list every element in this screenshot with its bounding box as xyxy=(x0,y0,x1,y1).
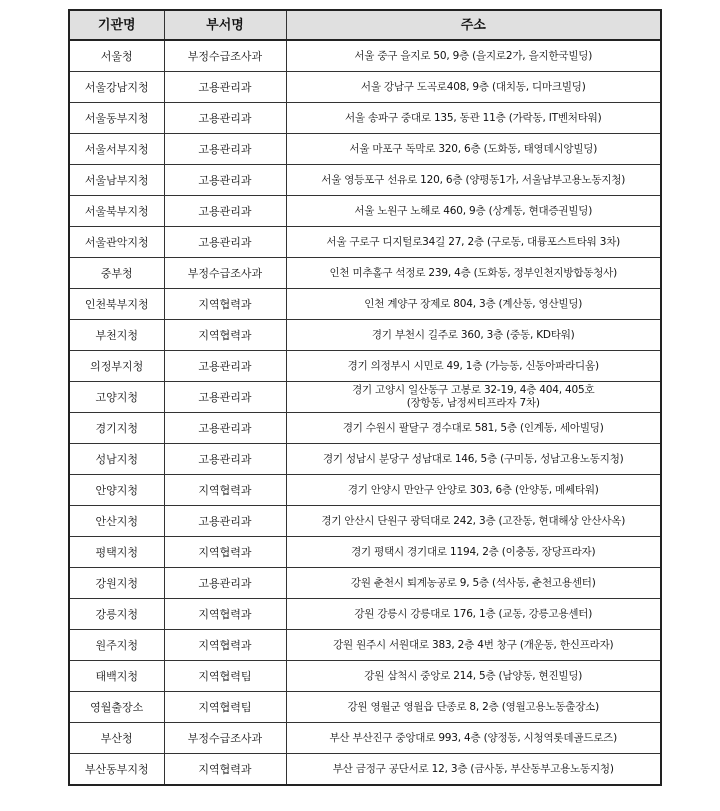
agency-name-cell: 고양지청 xyxy=(69,382,164,413)
header-agency-name: 기관명 xyxy=(69,10,164,40)
agency-name-cell: 태백지청 xyxy=(69,661,164,692)
table-row xyxy=(69,475,661,506)
table-row xyxy=(69,754,661,786)
agency-name-cell: 부천지청 xyxy=(69,320,164,351)
agency-name-cell: 경기지청 xyxy=(69,413,164,444)
department-cell: 고용관리과 xyxy=(164,103,286,134)
department-cell: 지역협력팀 xyxy=(164,692,286,723)
agency-name-cell: 강릉지청 xyxy=(69,599,164,630)
table-row xyxy=(69,103,661,134)
table-row xyxy=(69,537,661,568)
address-cell: 부산 부산진구 중앙대로 993, 4층 (양정동, 시청역롯데골드로즈) xyxy=(286,723,661,754)
table-row xyxy=(69,413,661,444)
table-row xyxy=(69,599,661,630)
agency-name-cell: 부산청 xyxy=(69,723,164,754)
department-cell: 지역협력과 xyxy=(164,599,286,630)
address-cell: 서울 노원구 노해로 460, 9층 (상계동, 현대증권빌딩) xyxy=(286,196,661,227)
table-row xyxy=(69,568,661,599)
table-row xyxy=(69,258,661,289)
agency-name-cell: 영월출장소 xyxy=(69,692,164,723)
department-cell: 부정수급조사과 xyxy=(164,258,286,289)
department-cell: 지역협력과 xyxy=(164,537,286,568)
table-row xyxy=(69,320,661,351)
table-row xyxy=(69,692,661,723)
table-row xyxy=(69,444,661,475)
address-cell: 부산 금정구 공단서로 12, 3층 (금사동, 부산동부고용노동지청) xyxy=(286,754,661,786)
address-cell: 경기 성남시 분당구 성남대로 146, 5층 (구미동, 성남고용노동지청) xyxy=(286,444,661,475)
agency-name-cell: 안산지청 xyxy=(69,506,164,537)
office-address-table xyxy=(68,9,662,786)
department-cell: 고용관리과 xyxy=(164,506,286,537)
agency-name-cell: 중부청 xyxy=(69,258,164,289)
header-department-name: 부서명 xyxy=(164,10,286,40)
address-cell: 서울 중구 을지로 50, 9층 (을지로2가, 을지한국빌딩) xyxy=(286,40,661,72)
table-row xyxy=(69,165,661,196)
table-body xyxy=(69,40,661,785)
department-cell: 지역협력과 xyxy=(164,320,286,351)
table-row xyxy=(69,72,661,103)
department-cell: 고용관리과 xyxy=(164,444,286,475)
agency-name-cell: 성남지청 xyxy=(69,444,164,475)
address-cell: 경기 부천시 길주로 360, 3층 (중동, KD타워) xyxy=(286,320,661,351)
agency-name-cell: 강원지청 xyxy=(69,568,164,599)
table-row xyxy=(69,227,661,258)
address-cell: 강원 삼척시 중앙로 214, 5층 (남양동, 현진빌딩) xyxy=(286,661,661,692)
header-address: 주소 xyxy=(286,10,661,40)
address-cell: 경기 수원시 팔달구 경수대로 581, 5층 (인계동, 세아빌딩) xyxy=(286,413,661,444)
agency-name-cell: 서울동부지청 xyxy=(69,103,164,134)
agency-name-cell: 원주지청 xyxy=(69,630,164,661)
department-cell: 고용관리과 xyxy=(164,134,286,165)
address-cell: 인천 계양구 장제로 804, 3층 (계산동, 영산빌딩) xyxy=(286,289,661,320)
address-cell: 강원 춘천시 퇴계농공로 9, 5층 (석사동, 춘천고용센터) xyxy=(286,568,661,599)
address-cell: 경기 안양시 만안구 안양로 303, 6층 (안양동, 메쎄타워) xyxy=(286,475,661,506)
address-cell: 경기 안산시 단원구 광덕대로 242, 3층 (고잔동, 현대해상 안산사옥) xyxy=(286,506,661,537)
department-cell: 부정수급조사과 xyxy=(164,723,286,754)
department-cell: 지역협력과 xyxy=(164,475,286,506)
agency-name-cell: 서울북부지청 xyxy=(69,196,164,227)
table-row xyxy=(69,289,661,320)
address-cell: 강원 원주시 서원대로 383, 2층 4번 창구 (개운동, 한신프라자) xyxy=(286,630,661,661)
address-cell: 서울 구로구 디지털로34길 27, 2층 (구로동, 대륭포스트타워 3차) xyxy=(286,227,661,258)
agency-name-cell: 서울서부지청 xyxy=(69,134,164,165)
agency-name-cell: 서울청 xyxy=(69,40,164,72)
table-row xyxy=(69,506,661,537)
agency-name-cell: 서울관악지청 xyxy=(69,227,164,258)
department-cell: 지역협력과 xyxy=(164,754,286,786)
agency-name-cell: 부산동부지청 xyxy=(69,754,164,786)
department-cell: 고용관리과 xyxy=(164,227,286,258)
address-cell: 경기 고양시 일산동구 고봉로 32-19, 4층 404, 405호 (장항동, 남정씨티프라자 7차) xyxy=(286,382,661,413)
department-cell: 고용관리과 xyxy=(164,382,286,413)
department-cell: 고용관리과 xyxy=(164,351,286,382)
department-cell: 고용관리과 xyxy=(164,196,286,227)
table-row xyxy=(69,661,661,692)
address-cell: 강원 영월군 영월읍 단종로 8, 2층 (영월고용노동출장소) xyxy=(286,692,661,723)
department-cell: 지역협력과 xyxy=(164,289,286,320)
address-cell: 서울 송파구 중대로 135, 동관 11층 (가락동, IT벤처타워) xyxy=(286,103,661,134)
department-cell: 고용관리과 xyxy=(164,413,286,444)
agency-name-cell: 의정부지청 xyxy=(69,351,164,382)
department-cell: 지역협력팀 xyxy=(164,661,286,692)
table-row xyxy=(69,351,661,382)
department-cell: 지역협력과 xyxy=(164,630,286,661)
agency-name-cell: 평택지청 xyxy=(69,537,164,568)
address-cell: 인천 미추홀구 석정로 239, 4층 (도화동, 정부인천지방합동청사) xyxy=(286,258,661,289)
address-cell: 경기 의정부시 시민로 49, 1층 (가능동, 신동아파라디움) xyxy=(286,351,661,382)
table-header-row xyxy=(69,10,661,40)
address-cell: 서울 강남구 도곡로408, 9층 (대치동, 디마크빌딩) xyxy=(286,72,661,103)
department-cell: 고용관리과 xyxy=(164,568,286,599)
agency-name-cell: 서울남부지청 xyxy=(69,165,164,196)
address-cell: 서울 영등포구 선유로 120, 6층 (양평동1가, 서울남부고용노동지청) xyxy=(286,165,661,196)
address-cell: 강원 강릉시 강릉대로 176, 1층 (교동, 강릉고용센터) xyxy=(286,599,661,630)
address-cell: 서울 마포구 독막로 320, 6층 (도화동, 태영데시앙빌딩) xyxy=(286,134,661,165)
table-row xyxy=(69,40,661,72)
table-row xyxy=(69,382,661,413)
table-row xyxy=(69,196,661,227)
department-cell: 고용관리과 xyxy=(164,72,286,103)
table-row xyxy=(69,723,661,754)
address-cell: 경기 평택시 경기대로 1194, 2층 (이충동, 장당프라자) xyxy=(286,537,661,568)
agency-name-cell: 인천북부지청 xyxy=(69,289,164,320)
department-cell: 부정수급조사과 xyxy=(164,40,286,72)
agency-name-cell: 안양지청 xyxy=(69,475,164,506)
table-row xyxy=(69,630,661,661)
table-row xyxy=(69,134,661,165)
department-cell: 고용관리과 xyxy=(164,165,286,196)
agency-name-cell: 서울강남지청 xyxy=(69,72,164,103)
